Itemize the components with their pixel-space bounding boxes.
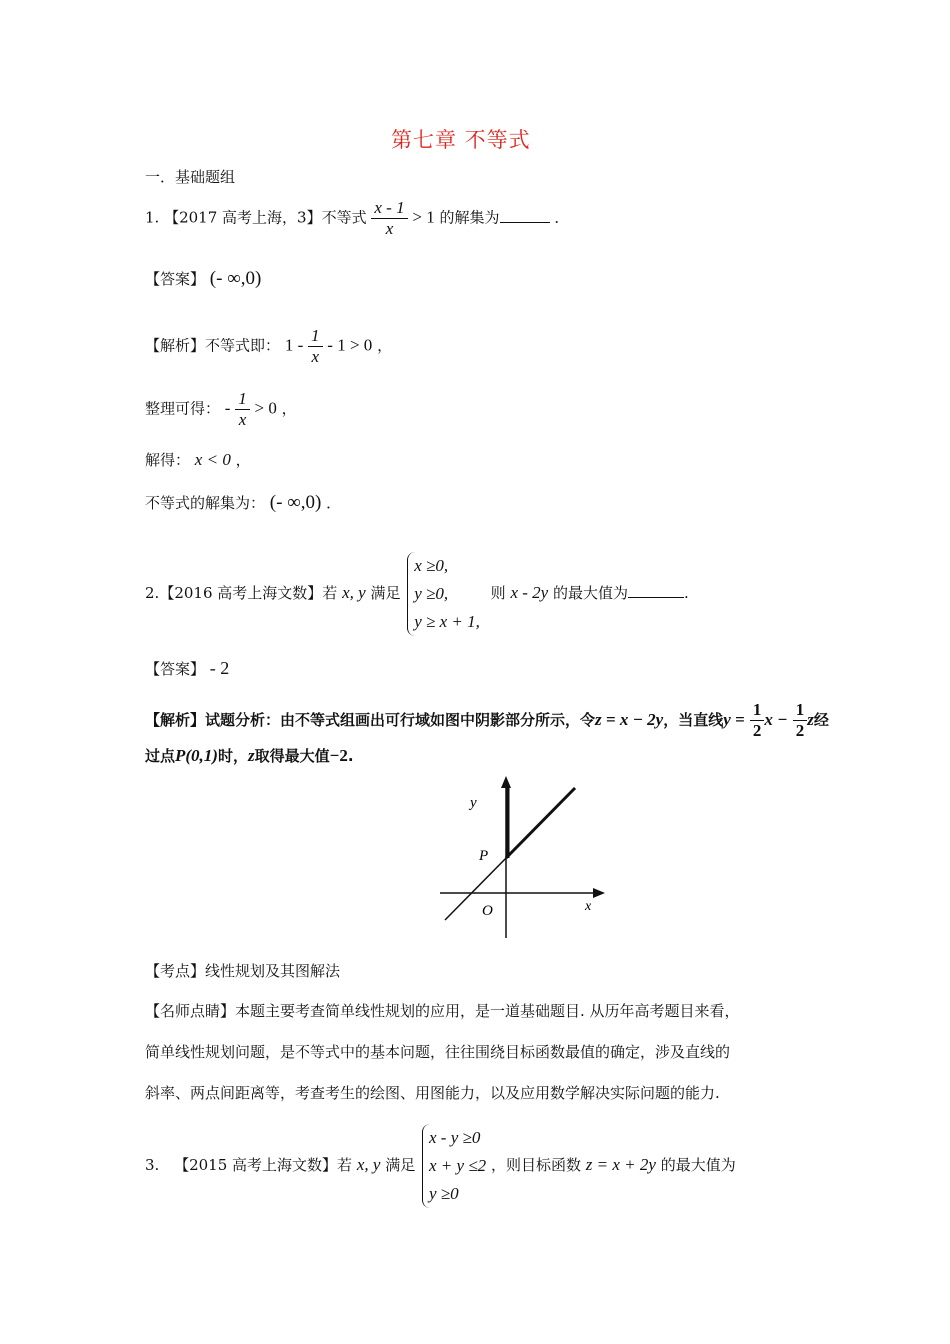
q2-analysis-g: . [347, 747, 354, 765]
q2-z-var: z [248, 746, 255, 765]
q2-analysis-f: 取得最大值 [254, 747, 330, 765]
q2-ze: 则 [490, 584, 506, 602]
q3-manzu: 满足 [385, 1156, 416, 1174]
q1-answer-value: (- ∞,0) [209, 268, 262, 289]
q2-frac-1 [750, 700, 765, 741]
q2-frac1-den: 2 [752, 721, 762, 740]
q2-analysis-e: 时， [217, 747, 248, 765]
q1-prefix: 不等式 [321, 208, 367, 227]
q2-frac-2 [793, 700, 808, 741]
q1-step1-end: ， [377, 336, 393, 355]
q1-analysis-2 [145, 389, 297, 430]
q1-number: 1. [145, 208, 160, 227]
q2-cond-1: x ≥0, [414, 556, 449, 575]
q2-analysis-a: 试题分析：由不等式组画出可行域如图中阴影部分所示，令 [205, 711, 596, 729]
q1-step2-frac [235, 389, 250, 430]
q1-step2-text: 整理可得： [145, 399, 221, 418]
q2-line-lhs: y = [723, 710, 745, 729]
q1-analysis-label: 【解析】 [145, 336, 206, 355]
question-1 [145, 198, 569, 239]
graph-p-label: P [479, 848, 489, 864]
q2-end: . [684, 584, 689, 602]
feasible-edge [506, 788, 575, 858]
q2-analysis-line1 [145, 700, 829, 741]
q3-ruo: 若 [337, 1156, 353, 1174]
q3-system [422, 1124, 486, 1208]
q2-mingshi-3: 斜率、两点间距离等，考查考生的绘图、用图能力，以及应用数学解决实际问题的能力. [145, 1084, 720, 1102]
q2-z-expr: z = x − 2y [595, 710, 664, 729]
q2-mingshi-2: 简单线性规划问题，是不等式中的基本问题，往往围绕目标函数最值的确定，涉及直线的 [145, 1043, 731, 1061]
q2-frac1-num: 1 [750, 700, 765, 721]
x-axis-arrow [593, 888, 605, 898]
q2-cond-3: y ≥ x + 1, [414, 612, 480, 631]
q2-max-val: −2 [329, 746, 348, 765]
q3-mid: ，则目标函数 [490, 1156, 581, 1174]
q1-step1-a: 1 - [284, 335, 304, 355]
q2-mingshi-label: 【名师点睛】 [145, 1002, 236, 1020]
q1-step2-den: x [238, 410, 247, 429]
q2-line-end: z [807, 710, 814, 729]
q2-analysis-label: 【解析】 [145, 711, 206, 729]
q3-source: 【2015 高考上海文数】 [174, 1156, 338, 1174]
q1-step4-math: (- ∞,0) [269, 492, 322, 513]
q1-analysis-4 [145, 492, 341, 514]
q3-post: 的最大值为 [660, 1156, 736, 1174]
q2-vars: x, y [342, 583, 366, 602]
question-2 [145, 552, 689, 636]
q2-expr: x - 2y [510, 583, 549, 602]
q1-analysis-1 [145, 326, 392, 367]
page-title-text: 第七章 不等式 [391, 128, 531, 152]
q1-step3-text: 解得： [145, 451, 191, 469]
q2-answer-label: 【答案】 [145, 660, 206, 678]
q2-blank [628, 583, 684, 598]
q1-step1-den: x [311, 347, 320, 366]
q3-expr: z = x + 2y [585, 1155, 656, 1174]
q1-frac-num: x - 1 [371, 198, 407, 219]
q1-step2-b: > 0 [254, 398, 277, 418]
q2-kaodian [145, 960, 340, 981]
q2-number: 2. [145, 584, 160, 602]
q2-answer [145, 658, 229, 679]
graph-o-label: O [482, 903, 493, 919]
q1-answer-label: 【答案】 [145, 270, 206, 288]
q1-step2-num: 1 [235, 389, 250, 410]
q2-post: 的最大值为 [553, 584, 629, 602]
q2-kaodian-label: 【考点】 [145, 962, 206, 980]
q1-step3-end: ， [235, 451, 251, 469]
q3-number: 3. [145, 1156, 160, 1174]
q1-source: 【2017 高考上海，3】 [164, 208, 322, 227]
q1-step1-text: 不等式即： [205, 336, 281, 355]
q1-frac-den: x [385, 219, 394, 238]
q2-analysis-c: 经 [813, 711, 829, 729]
q2-analysis-line2 [145, 745, 354, 766]
q3-cond-2: x + y ≤2 [429, 1156, 487, 1175]
q1-post: 的解集为 [439, 208, 500, 227]
q1-after: > 1 [412, 207, 435, 227]
q2-cond-2: y ≥0, [414, 584, 449, 603]
q1-end: ． [554, 208, 570, 227]
q2-source: 【2016 高考上海文数】 [159, 584, 323, 602]
q1-step1-b: - 1 > 0 [327, 335, 373, 355]
q2-manzu: 满足 [370, 584, 401, 602]
q1-fraction [371, 198, 407, 239]
q1-step2-end: ， [281, 399, 297, 418]
q1-step4-end: ． [326, 494, 342, 512]
page-title [391, 124, 531, 154]
q2-ruo: 若 [322, 584, 338, 602]
q1-blank [500, 208, 550, 223]
graph-x-label: x [585, 899, 592, 914]
q2-graph [435, 770, 615, 945]
q1-step4-text: 不等式的解集为： [145, 494, 266, 512]
q1-step3-math: x < 0 [194, 450, 231, 469]
q2-frac2-den: 2 [795, 721, 805, 740]
q2-answer-value: - 2 [209, 658, 230, 678]
question-3 [145, 1124, 736, 1208]
graph-y-label: y [470, 795, 477, 811]
q2-system [407, 552, 480, 636]
q3-cond-3: y ≥0 [429, 1184, 459, 1203]
q2-analysis-b: ，当直线 [663, 711, 724, 729]
section-heading: 一．基础题组 [145, 168, 236, 186]
q2-frac2-num: 1 [793, 700, 808, 721]
q3-cond-1: x - y ≥0 [429, 1128, 481, 1147]
q2-line-mid: x − [764, 710, 788, 729]
q1-answer [145, 268, 261, 290]
q1-step1-frac [308, 326, 323, 367]
q2-kaodian-text: 线性规划及其图解法 [205, 962, 341, 980]
q2-mingshi-1 [145, 1000, 740, 1021]
q1-step1-num: 1 [308, 326, 323, 347]
q1-analysis-3 [145, 449, 251, 470]
q1-step2-a: - [224, 398, 231, 418]
q2-point: P(0,1) [175, 746, 218, 765]
q2-analysis-d: 过点 [145, 747, 176, 765]
q3-vars: x, y [356, 1155, 381, 1174]
q2-mingshi-text-1: 本题主要考查简单线性规划的应用，是一道基础题目. 从历年高考题目来看， [235, 1002, 740, 1020]
